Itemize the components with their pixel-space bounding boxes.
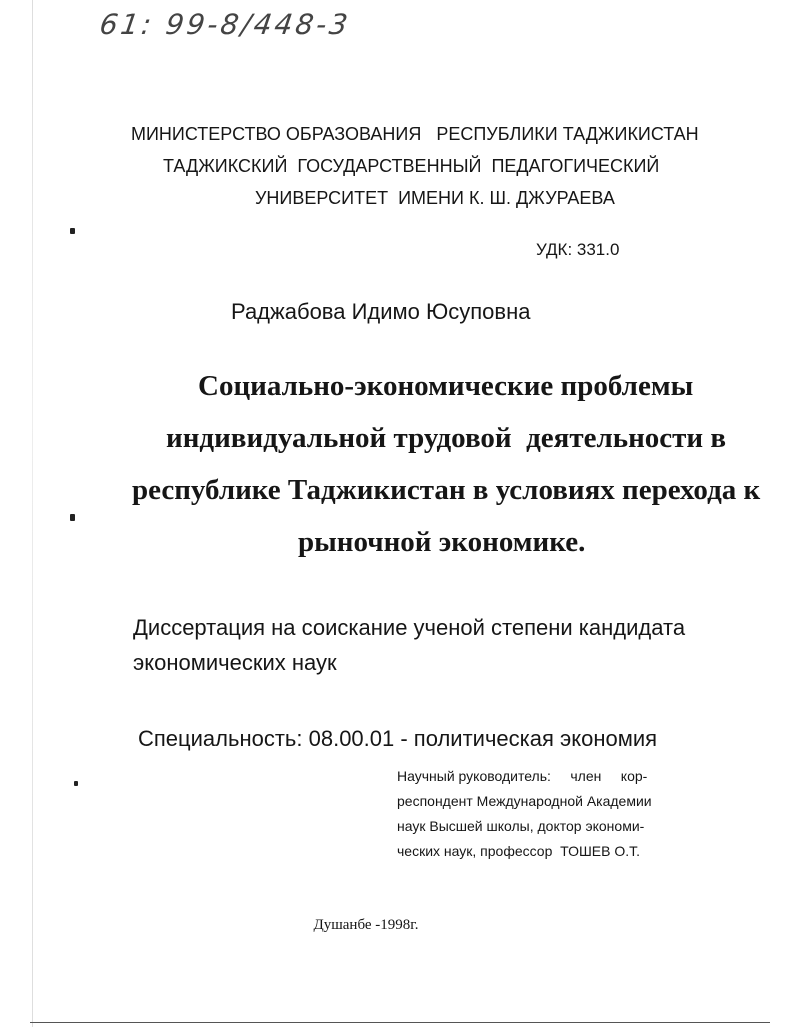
title-line-2: индивидуальной трудовой деятельности в <box>166 422 727 454</box>
place-year-text: Душанбе -1998г. <box>313 917 419 933</box>
specialty: Специальность: 08.00.01 - политическая экономия <box>138 726 658 751</box>
scientific-supervisor <box>397 764 667 864</box>
scan-speck <box>70 514 75 521</box>
scan-margin-line <box>32 0 33 1027</box>
title-line-3: республике Таджикистан в условиях перехода к <box>132 474 761 506</box>
title-line-4: рыночной экономике. <box>298 526 586 558</box>
author-name: Раджабова Идимо Юсуповна <box>231 299 531 324</box>
institution-line-3: УНИВЕРСИТЕТ ИМЕНИ К. Ш. ДЖУРАЕВА <box>255 188 615 208</box>
supervisor-line-2: респондент Международной Академии <box>397 793 652 809</box>
dissertation-description <box>133 610 733 680</box>
archive-number-handwritten: 61: 99-8/448-3 <box>97 8 353 41</box>
supervisor-line-1: Научный руководитель: член кор- <box>397 768 648 784</box>
scan-speck <box>74 781 78 786</box>
dissertation-line-1: Диссертация на соискание ученой степени кандидата <box>133 615 686 640</box>
scan-speck <box>70 228 75 234</box>
udk-code: УДК: 331.0 <box>536 240 620 259</box>
supervisor-line-3: наук Высшей школы, доктор экономи- <box>397 818 645 834</box>
dissertation-line-2: экономических наук <box>133 650 337 675</box>
scan-bottom-edge <box>30 1022 770 1023</box>
supervisor-line-4: ческих наук, профессор ТОШЕВ О.Т. <box>397 843 641 859</box>
title-line-1: Социально-экономические проблемы <box>198 370 694 402</box>
institution-line-1: МИНИСТЕРСТВО ОБРАЗОВАНИЯ РЕСПУБЛИКИ ТАДЖИКИСТАН <box>131 124 699 144</box>
place-and-year <box>0 917 796 934</box>
institution-line-2: ТАДЖИКСКИЙ ГОСУДАРСТВЕННЫЙ ПЕДАГОГИЧЕСКИЙ <box>163 156 660 176</box>
